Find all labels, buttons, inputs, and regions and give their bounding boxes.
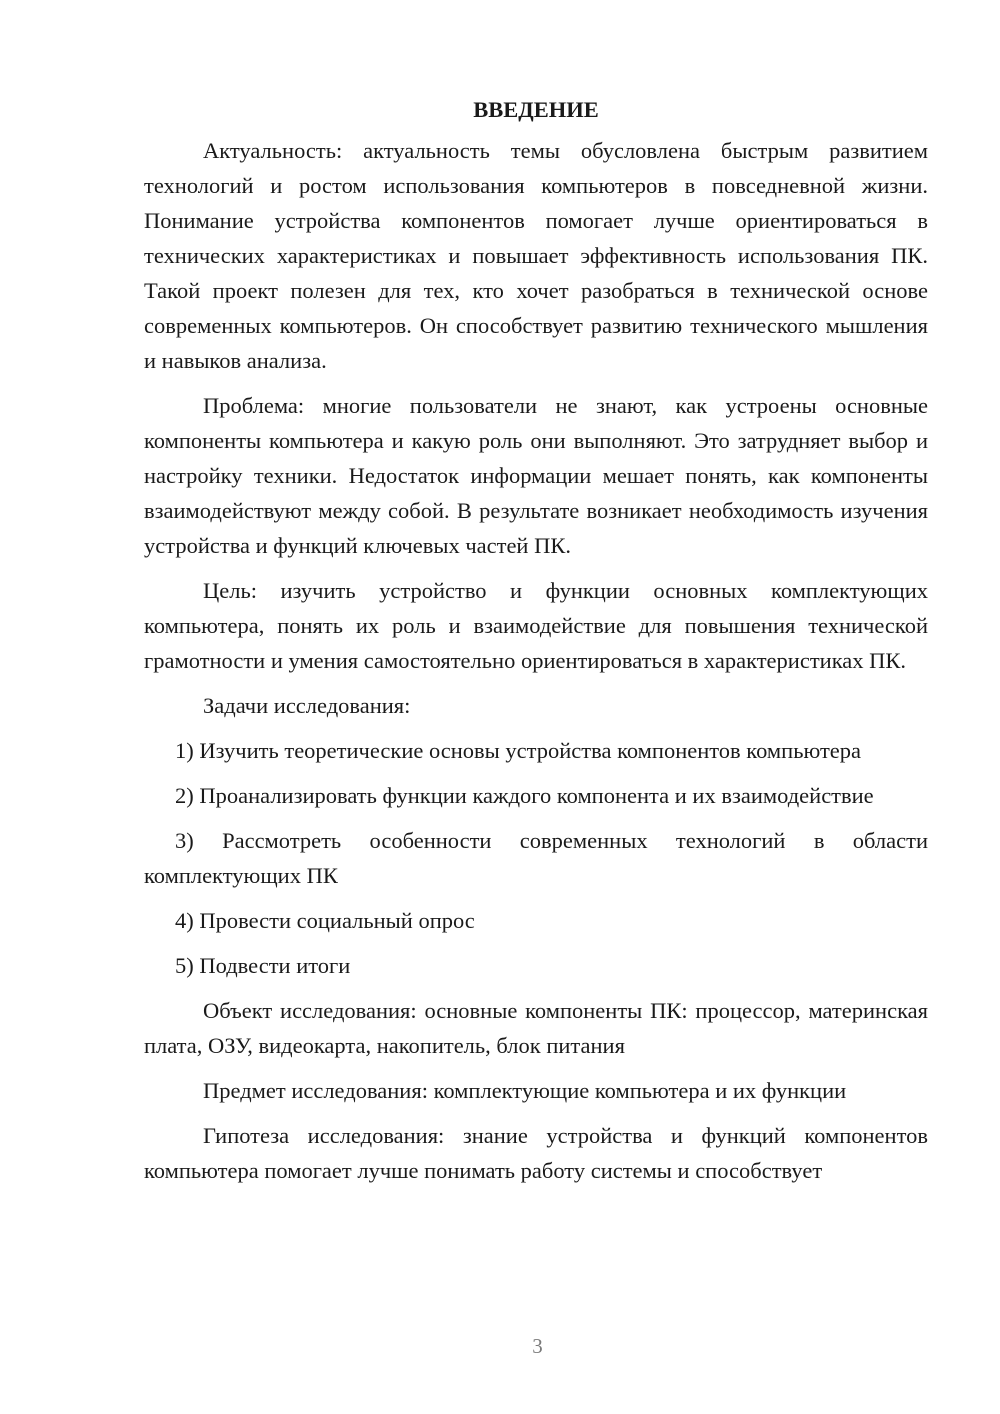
task-item-5: 5) Подвести итоги: [175, 953, 351, 978]
task-item-4: 4) Провести социальный опрос: [175, 908, 475, 933]
paragraph-hypothesis: Гипотеза исследования: знание устройства и функций компонентов компьютера помогает лучше понимать работу системы и способствует: [144, 1123, 928, 1183]
paragraph-object: Объект исследования: основные компоненты ПК: процессор, материнская плата, ОЗУ, видеокарта, накопитель, блок питания: [144, 998, 928, 1058]
task-item-3: 3) Рассмотреть особенности современных технологий в области комплектующих ПК: [144, 828, 928, 888]
page-number: 3: [532, 1334, 543, 1358]
task-item-2: 2) Проанализировать функции каждого компонента и их взаимодействие: [175, 783, 874, 808]
task-item-1: 1) Изучить теоретические основы устройства компонентов компьютера: [175, 738, 862, 763]
paragraph-relevance: Актуальность: актуальность темы обусловлена быстрым развитием технологий и ростом использования компьютеров в повседневной жизни. Понимание устройства компонентов помогает лучше ориентироваться в технических характеристиках и повышает эффективность использования ПК. Такой проект полезен для тех, кто хочет разобраться в технической основе современных компьютеров. Он способствует развитию технического мышления и навыков анализа.: [144, 138, 928, 373]
tasks-heading: Задачи исследования:: [203, 693, 411, 718]
paragraph-problem: Проблема: многие пользователи не знают, как устроены основные компоненты компьютера и какую роль они выполняют. Это затрудняет выбор и настройку техники. Недостаток информации мешает понять, как компоненты взаимодействуют между собой. В результате возникает необходимость изучения устройства и функций ключевых частей ПК.: [144, 393, 928, 558]
paragraph-goal: Цель: изучить устройство и функции основных комплектующих компьютера, понять их роль и взаимодействие для повышения технической грамотности и умения самостоятельно ориентироваться в характеристиках ПК.: [144, 578, 928, 673]
paragraph-subject: Предмет исследования: комплектующие компьютера и их функции: [203, 1078, 847, 1103]
page-content: [144, 94, 928, 1198]
section-title: ВВЕДЕНИЕ: [473, 97, 599, 122]
